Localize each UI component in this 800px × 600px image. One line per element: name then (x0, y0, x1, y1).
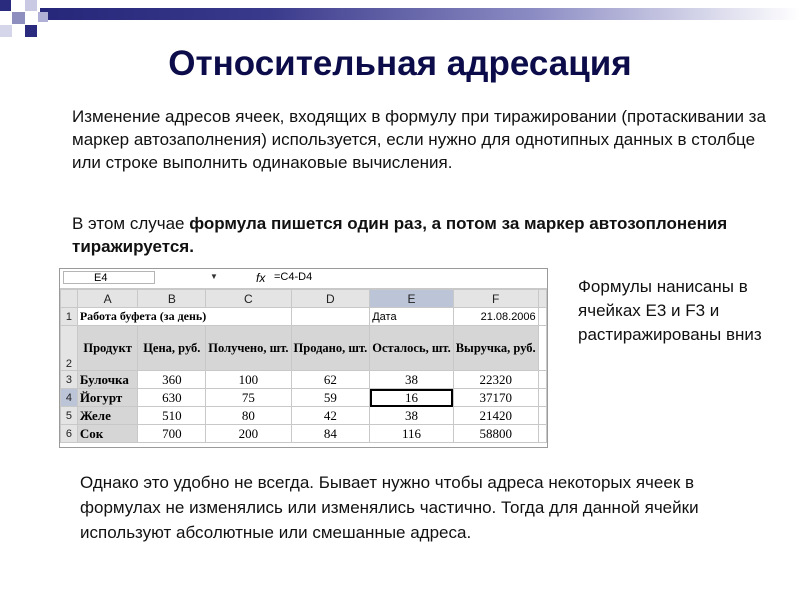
product-cell[interactable]: Булочка (77, 371, 138, 389)
date-value-cell[interactable]: 21.08.2006 (453, 308, 538, 326)
row-header[interactable]: 4 (61, 389, 78, 407)
decorative-square (25, 25, 37, 37)
column-header[interactable]: A (77, 290, 138, 308)
formula-bar (60, 269, 547, 289)
sheet-row (61, 389, 547, 407)
received-cell[interactable]: 80 (206, 407, 291, 425)
row-header[interactable]: 3 (61, 371, 78, 389)
received-cell[interactable]: 100 (206, 371, 291, 389)
name-box-dropdown-icon[interactable]: ▼ (210, 272, 218, 281)
product-cell[interactable]: Сок (77, 425, 138, 443)
bottom-paragraph: Однако это удобно не всегда. Бывает нужно чтобы адреса некоторых ячеек в формулах не изменялись или изменялись частично. Тогда для данной ячейки используют абсолютные или смешанные адреса. (80, 473, 699, 542)
active-cell[interactable]: 16 (370, 389, 453, 407)
row-header[interactable]: 6 (61, 425, 78, 443)
column-header[interactable]: C (206, 290, 291, 308)
side-note: Формулы нанисаны в ячейках E3 и F3 и растиражированы вниз (578, 277, 762, 344)
name-box[interactable]: E4 (63, 271, 155, 284)
table-header-cell[interactable]: Продано, шт. (291, 326, 370, 371)
cell[interactable] (538, 389, 546, 407)
remaining-cell[interactable]: 38 (370, 407, 453, 425)
column-header[interactable]: E (370, 290, 453, 308)
select-all-corner[interactable] (61, 290, 78, 308)
revenue-cell[interactable]: 22320 (453, 371, 538, 389)
decorative-square (12, 12, 25, 24)
sheet-row (61, 308, 547, 326)
column-header[interactable] (538, 290, 546, 308)
price-cell[interactable]: 700 (138, 425, 206, 443)
sheet-row (61, 425, 547, 443)
product-cell[interactable]: Йогурт (77, 389, 138, 407)
column-header[interactable]: F (453, 290, 538, 308)
cell[interactable] (538, 371, 546, 389)
sheet-title-cell[interactable]: Работа буфета (за день) (77, 308, 291, 326)
emphasis-prefix: В этом случае (72, 214, 190, 233)
decorative-square (0, 0, 11, 11)
table-header-cell[interactable]: Выручка, руб. (453, 326, 538, 371)
sheet-row (61, 371, 547, 389)
emphasis-bold-text: формула пишется один раз, а потом за маркер автозоплонения тиражируется. (72, 214, 728, 256)
price-cell[interactable]: 510 (138, 407, 206, 425)
row-header[interactable]: 5 (61, 407, 78, 425)
product-cell[interactable]: Желе (77, 407, 138, 425)
table-header-cell[interactable]: Продукт (77, 326, 138, 371)
decorative-square (0, 25, 12, 37)
cell[interactable] (538, 425, 546, 443)
decorative-square (25, 0, 37, 11)
revenue-cell[interactable]: 21420 (453, 407, 538, 425)
decorative-square (38, 12, 48, 22)
sheet-row (61, 407, 547, 425)
price-cell[interactable]: 630 (138, 389, 206, 407)
table-header-cell[interactable]: Цена, руб. (138, 326, 206, 371)
sold-cell[interactable]: 62 (291, 371, 370, 389)
received-cell[interactable]: 200 (206, 425, 291, 443)
sold-cell[interactable]: 59 (291, 389, 370, 407)
sold-cell[interactable]: 84 (291, 425, 370, 443)
sheet-row (61, 326, 547, 371)
received-cell[interactable]: 75 (206, 389, 291, 407)
emphasis-paragraph (72, 212, 772, 258)
cell[interactable] (538, 407, 546, 425)
revenue-cell[interactable]: 58800 (453, 425, 538, 443)
column-header[interactable]: D (291, 290, 370, 308)
sold-cell[interactable]: 42 (291, 407, 370, 425)
table-header-cell[interactable]: Получено, шт. (206, 326, 291, 371)
function-icon[interactable]: fx (256, 271, 266, 285)
revenue-cell[interactable]: 37170 (453, 389, 538, 407)
spreadsheet-grid (60, 289, 547, 443)
table-header-cell[interactable]: Осталось, шт. (370, 326, 453, 371)
row-header[interactable]: 2 (61, 326, 78, 371)
column-header-row (61, 290, 547, 308)
slide-title: Относительная адресация (168, 44, 632, 83)
column-header[interactable]: B (138, 290, 206, 308)
row-header[interactable]: 1 (61, 308, 78, 326)
cell[interactable] (538, 308, 546, 326)
cell[interactable] (538, 326, 546, 371)
decorative-header-band (40, 8, 800, 20)
cell[interactable] (291, 308, 370, 326)
formula-input[interactable]: =C4-D4 (274, 271, 313, 283)
price-cell[interactable]: 360 (138, 371, 206, 389)
intro-paragraph: Изменение адресов ячеек, входящих в формулу при тиражировании (протаскивании за маркер автозаполнения) используется, если нужно для однотипных данных в столбце или строке выполнить одинаковые вычисления. (72, 107, 766, 172)
remaining-cell[interactable]: 116 (370, 425, 453, 443)
spreadsheet-screenshot (59, 268, 548, 448)
remaining-cell[interactable]: 38 (370, 371, 453, 389)
date-label-cell[interactable]: Дата (370, 308, 453, 326)
